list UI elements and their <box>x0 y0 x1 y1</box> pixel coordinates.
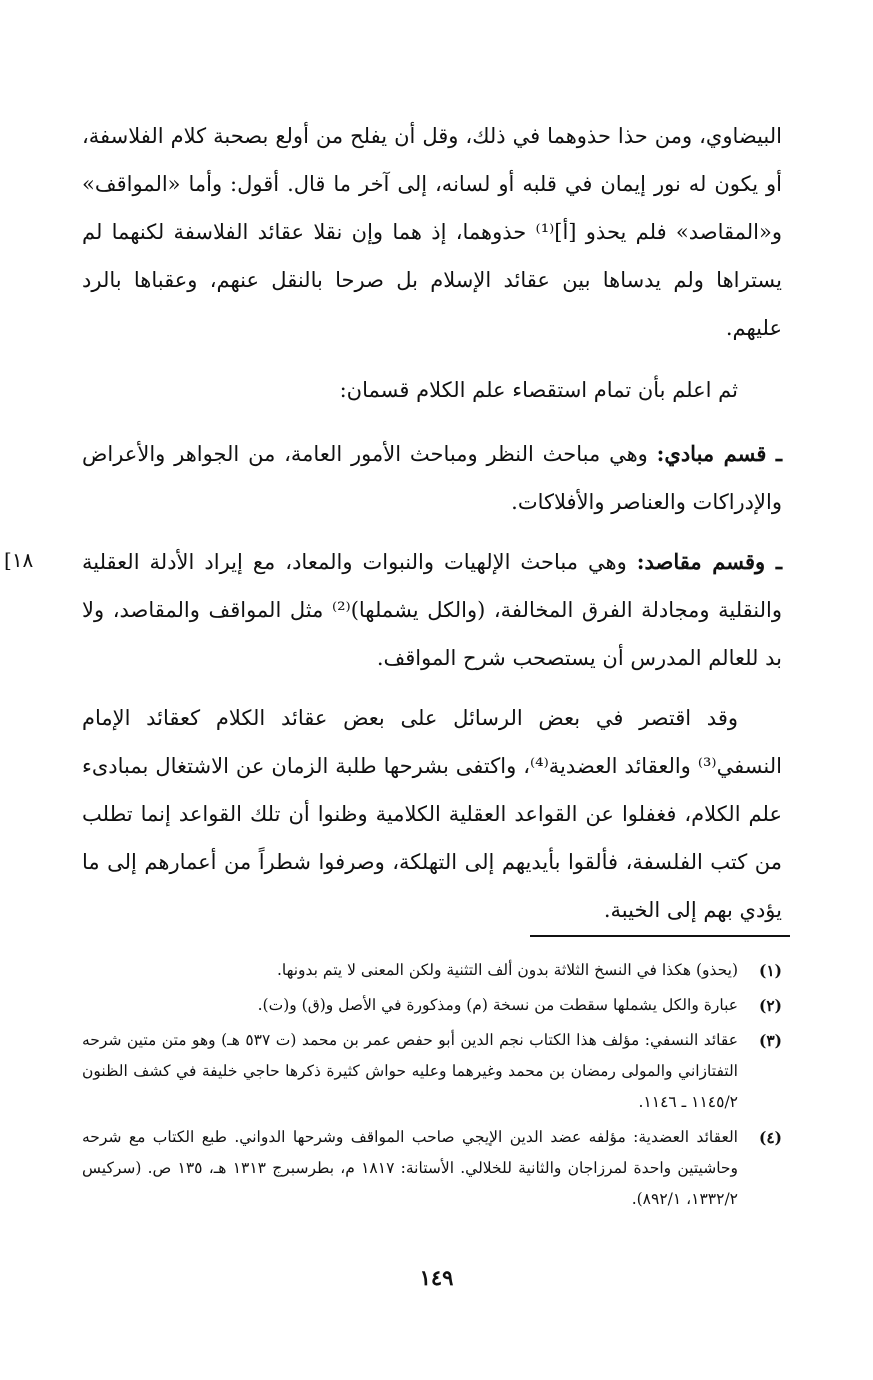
footnote-text: العقائد العضدية: مؤلفه عضد الدين الإيجي صاحب المواقف وشرحها الدواني. طبع الكتاب مع شرحه وحاشيتين واحدة لمرزاجان والثانية للخلالي. الأستانة: ١٨١٧ م، بطرسبرج ١٣١٣ هـ، ١٣٥ ص. (سركيس ١٣٣٢/٢، ٨٩٢/١). <box>82 1128 738 1208</box>
footnote <box>82 990 782 1021</box>
footnote <box>82 1122 782 1215</box>
margin-marker: ١٨] <box>4 548 34 572</box>
paragraph-5: وقد اقتصر في بعض الرسائل على بعض عقائد الكلام كعقائد الإمام النسفي⁽³⁾ والعقائد العضدية⁽⁴⁾، واكتفى بشرحها طلبة الزمان عن الاشتغال بمبادىء علم الكلام، فغفلوا عن القواعد العقلية الكلامية وظنوا أن تلك القواعد إنما تطلب من كتب الفلسفة، فألقوا بأيديهم إلى التهلكة، وصرفوا شطراً من أعمارهم إلى ما يؤدي بهم إلى الخيبة. <box>82 706 782 922</box>
paragraph-1: البيضاوي، ومن حذا حذوهما في ذلك، وقل أن يفلح من أولع بصحبة كلام الفلاسفة، أو يكون له نور إيمان في قلبه أو لسانه، إلى آخر ما قال. أقول: وأما «المواقف» و«المقاصد» فلم يحذو [أ]⁽¹⁾ حذوهما، إذ هما وإن نقلا عقائد الفلاسفة لكنهما لم يستراها ولم يدساها بين عقائد الإسلام بل صرحا بالنقل عنهم، وعقباها بالرد عليهم. <box>82 124 782 340</box>
list-item-mabadi <box>82 430 782 526</box>
list-item-mabadi-text: وهي مباحث النظر ومباحث الأمور العامة، من الجواهر والأعراض والإدراكات والعناصر والأفلاكات. <box>82 442 782 514</box>
footnote-number: (١) <box>758 961 782 980</box>
footnote-number: (٤) <box>758 1128 782 1147</box>
page-number: ١٤٩ <box>419 1265 454 1290</box>
footnote-number: (٢) <box>758 996 782 1015</box>
main-text <box>82 112 782 950</box>
footnote <box>82 955 782 986</box>
footnote <box>82 1025 782 1118</box>
paragraph-2: ثم اعلم بأن تمام استقصاء علم الكلام قسمان: <box>339 378 738 402</box>
footnote-separator <box>530 935 790 937</box>
list-item-maqasid <box>82 538 782 682</box>
term-maqasid: ـ وقسم مقاصد: <box>636 549 782 574</box>
footnotes <box>82 955 782 1219</box>
footnote-number: (٣) <box>758 1031 782 1050</box>
footnote-text: عبارة والكل يشملها سقطت من نسخة (م) ومذكورة في الأصل و(ق) و(ت). <box>257 996 738 1014</box>
term-mabadi: ـ قسم مبادي: <box>656 441 782 466</box>
footnote-text: عقائد النسفي: مؤلف هذا الكتاب نجم الدين أبو حفص عمر بن محمد (ت ٥٣٧ هـ) وهو متن متين شرحه التفتازاني والمولى رمضان بن محمد وغيرهما وعليه حواش كثيرة ذكرها حاجي خليفة في كشف الظنون ١١٤٥/٢ ـ ١١٤٦. <box>82 1031 738 1111</box>
list-item-maqasid-text: وهي مباحث الإلهيات والنبوات والمعاد، مع إيراد الأدلة العقلية والنقلية ومجادلة الفرق المخالفة، (والكل يشملها)⁽²⁾ مثل المواقف والمقاصد، ولا بد للعالم المدرس أن يستصحب شرح المواقف. <box>82 550 783 670</box>
footnote-text: (يحذو) هكذا في النسخ الثلاثة بدون ألف التثنية ولكن المعنى لا يتم بدونها. <box>276 961 738 979</box>
